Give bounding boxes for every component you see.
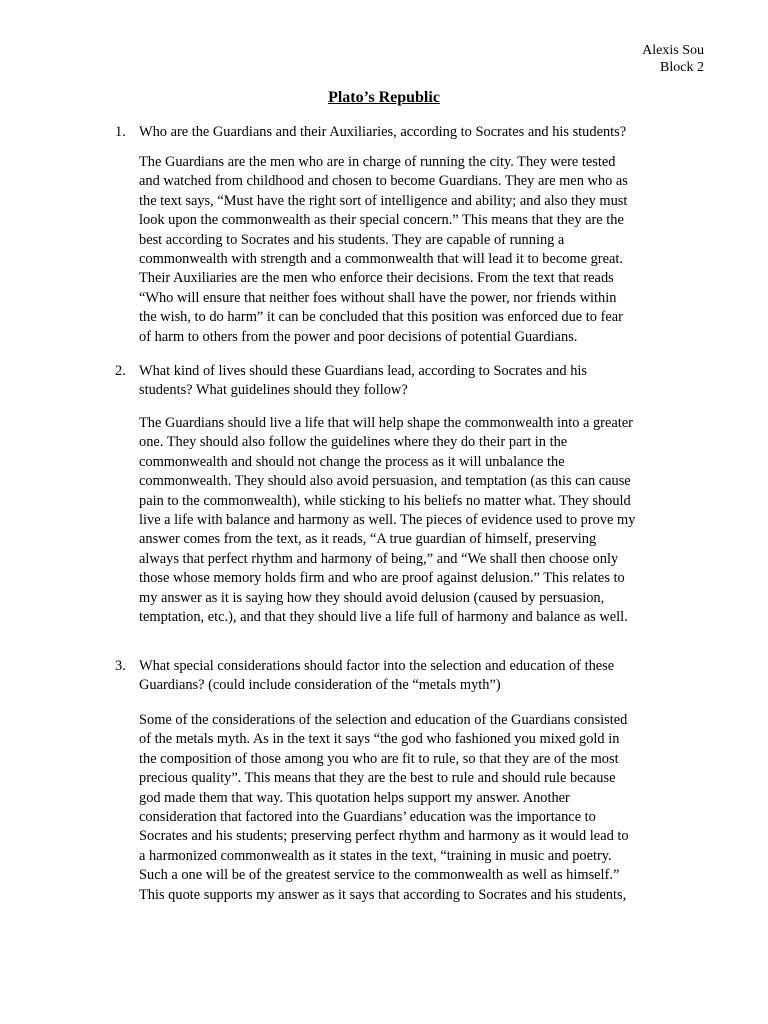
answer-line: the composition of those among you who are fit to rule, so that they are of the most xyxy=(139,750,619,767)
answer-line: a harmonized commonwealth as it states in the text, “training in music and poetry. xyxy=(139,847,612,864)
answer-line: my answer as it is saying how they should avoid delusion (caused by persuasion, xyxy=(139,589,605,606)
answer-line: This quote supports my answer as it says that according to Socrates and his students, xyxy=(139,886,627,903)
answer-line: god made them that way. This quotation helps support my answer. Another xyxy=(139,789,570,806)
answer-line: Their Auxiliaries are the men who enforce their decisions. From the text that reads xyxy=(139,270,614,287)
question-number: 2. xyxy=(115,363,126,379)
answer-line: the wish, to do harm” it can be concluded that this position was enforced due to fear xyxy=(139,309,623,326)
question-number: 3. xyxy=(115,658,126,674)
answer-line: best according to Socrates and his students. They are capable of running a xyxy=(139,231,565,248)
student-header xyxy=(642,42,704,76)
answer-line: commonwealth with strength and a commonwealth that will lead it to become great. xyxy=(139,251,623,268)
answer-line: pain to the commonwealth), while sticking to his beliefs no matter what. They should xyxy=(139,492,631,509)
answer-line: live a life with balance and harmony as well. The pieces of evidence used to prove my xyxy=(139,512,636,529)
student-name: Alexis Sou xyxy=(642,43,704,58)
question-line: What special considerations should factor into the selection and education of these xyxy=(139,658,615,674)
answer-3 xyxy=(139,711,681,905)
answer-line: Such a one will be of the greatest service to the commonwealth as well as himself.” xyxy=(139,867,620,884)
answer-line: Socrates and his students; preserving perfect rhythm and harmony as it would lead to xyxy=(139,828,629,845)
answer-line: the text says, “Must have the right sort of intelligence and ability; and also they must xyxy=(139,192,628,209)
answer-line: answer comes from the text, as it reads, “A true guardian of himself, preserving xyxy=(139,531,597,548)
answer-line: one. They should also follow the guidelines where they do their part in the xyxy=(139,434,568,451)
answer-line: Some of the considerations of the selection and education of the Guardians consisted xyxy=(139,712,628,728)
answer-1 xyxy=(139,153,681,347)
document-title: Plato’s Republic xyxy=(328,89,440,106)
answer-line: commonwealth. They should also avoid persuasion, and temptation (as this can cause xyxy=(139,473,631,490)
question-text xyxy=(139,657,679,695)
question-number: 1. xyxy=(115,124,126,140)
answer-line: consideration that factored into the Guardians’ education was the importance to xyxy=(139,809,596,826)
question-line: Who are the Guardians and their Auxiliaries, according to Socrates and his students? xyxy=(139,124,627,140)
question-line: students? What guidelines should they follow? xyxy=(139,382,408,398)
answer-line: precious quality”. This means that they are the best to rule and should rule because xyxy=(139,770,616,787)
answer-line: temptation, etc.), and that they should live a life full of harmony and balance as well. xyxy=(139,609,628,626)
answer-line: of the metals myth. As in the text it says “the god who fashioned you mixed gold in xyxy=(139,731,620,748)
answer-line: The Guardians are the men who are in charge of running the city. They were tested xyxy=(139,154,616,170)
answer-line: always that perfect rhythm and harmony of being,” and “We shall then choose only xyxy=(139,550,619,567)
question-line: What kind of lives should these Guardians lead, according to Socrates and his xyxy=(139,363,587,379)
answer-line: of harm to others from the power and poor decisions of potential Guardians. xyxy=(139,328,578,345)
answer-line: commonwealth and should not change the process as it will unbalance the xyxy=(139,453,565,470)
answer-2 xyxy=(139,414,681,627)
answer-line: “Who will ensure that neither foes without shall have the power, nor friends within xyxy=(139,289,617,306)
question-line: Guardians? (could include consideration of the “metals myth”) xyxy=(139,677,501,693)
answer-line: The Guardians should live a life that will help shape the commonwealth into a greater xyxy=(139,415,633,431)
answer-line: those whose memory holds firm and who are proof against delusion.” This relates to xyxy=(139,570,625,587)
answer-line: look upon the commonwealth as their special concern.” This means that they are the xyxy=(139,212,624,229)
question-text xyxy=(139,362,679,400)
question-text xyxy=(139,123,679,142)
answer-line: and watched from childhood and chosen to become Guardians. They are men who as xyxy=(139,173,628,190)
class-block: Block 2 xyxy=(660,60,704,75)
